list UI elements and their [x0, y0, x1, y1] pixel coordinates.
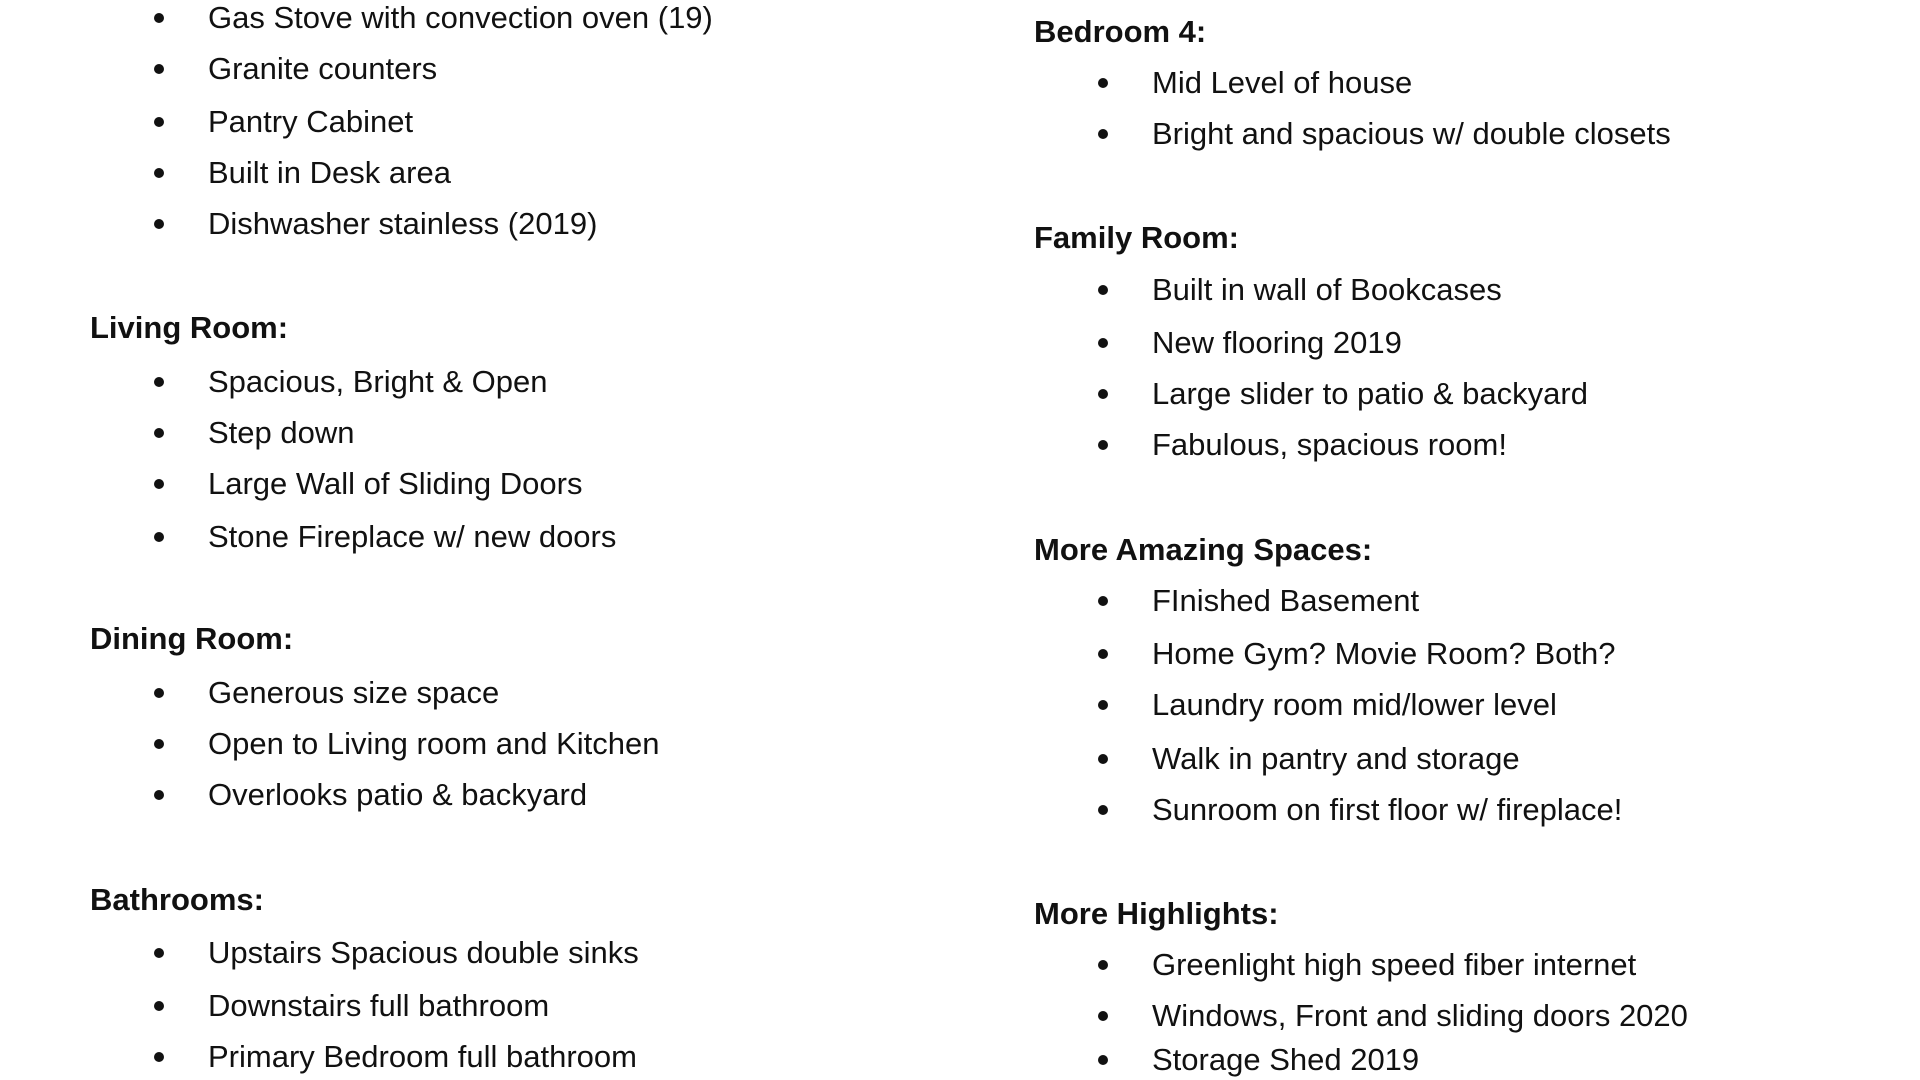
list-item-text: Mid Level of house: [1152, 65, 1413, 100]
bullet-icon: [1098, 116, 1108, 152]
list-item-text: Downstairs full bathroom: [208, 988, 550, 1023]
bullet-icon: [1098, 583, 1108, 619]
list-item-text: Built in wall of Bookcases: [1152, 272, 1502, 307]
bullet-icon: [1098, 687, 1108, 723]
bullet-icon: [154, 935, 164, 971]
bullet-icon: [1098, 272, 1108, 308]
bullet-icon: [154, 0, 164, 36]
section-heading-bedroom-4: Bedroom 4:: [1034, 14, 1207, 49]
list-item-text: Fabulous, spacious room!: [1152, 427, 1507, 462]
list-item-text: Gas Stove with convection oven (19): [208, 0, 713, 35]
list-item-text: Upstairs Spacious double sinks: [208, 935, 639, 970]
bullet-icon: [154, 155, 164, 191]
list-item-text: Bright and spacious w/ double closets: [1152, 116, 1671, 151]
bullet-icon: [1098, 376, 1108, 412]
bullet-icon: [1098, 998, 1108, 1034]
list-item-text: Step down: [208, 415, 355, 450]
bullet-icon: [154, 51, 164, 87]
bullet-icon: [1098, 792, 1108, 828]
section-heading-family-room: Family Room:: [1034, 220, 1239, 255]
bullet-icon: [154, 675, 164, 711]
list-item-text: Home Gym? Movie Room? Both?: [1152, 636, 1616, 671]
list-item-text: Built in Desk area: [208, 155, 451, 190]
bullet-icon: [1098, 427, 1108, 463]
section-heading-bathrooms: Bathrooms:: [90, 882, 264, 917]
bullet-icon: [154, 726, 164, 762]
bullet-icon: [154, 777, 164, 813]
list-item-text: Generous size space: [208, 675, 500, 710]
bullet-icon: [154, 988, 164, 1024]
bullet-icon: [154, 104, 164, 140]
list-item-text: Laundry room mid/lower level: [1152, 687, 1557, 722]
bullet-icon: [1098, 65, 1108, 101]
list-item-text: Large slider to patio & backyard: [1152, 376, 1588, 411]
bullet-icon: [1098, 1042, 1108, 1078]
bullet-icon: [154, 364, 164, 400]
bullet-icon: [154, 206, 164, 242]
bullet-icon: [154, 519, 164, 555]
list-item-text: Primary Bedroom full bathroom: [208, 1039, 637, 1074]
bullet-icon: [1098, 741, 1108, 777]
list-item-text: Granite counters: [208, 51, 438, 86]
bullet-icon: [154, 415, 164, 451]
list-item-text: Overlooks patio & backyard: [208, 777, 588, 812]
list-item-text: Spacious, Bright & Open: [208, 364, 548, 399]
list-item-text: Dishwasher stainless (2019): [208, 206, 598, 241]
list-item-text: FInished Basement: [1152, 583, 1420, 618]
list-item-text: Stone Fireplace w/ new doors: [208, 519, 617, 554]
list-item-text: Sunroom on first floor w/ fireplace!: [1152, 792, 1623, 827]
list-item-text: Pantry Cabinet: [208, 104, 414, 139]
list-item-text: Walk in pantry and storage: [1152, 741, 1520, 776]
section-heading-living-room: Living Room:: [90, 310, 289, 345]
bullet-icon: [154, 1039, 164, 1075]
list-item-text: Storage Shed 2019: [1152, 1042, 1420, 1077]
list-item-text: Open to Living room and Kitchen: [208, 726, 660, 761]
bullet-icon: [1098, 947, 1108, 983]
list-item-text: Greenlight high speed fiber internet: [1152, 947, 1637, 982]
section-heading-more-highlights: More Highlights:: [1034, 896, 1279, 931]
bullet-icon: [1098, 636, 1108, 672]
list-item-text: New flooring 2019: [1152, 325, 1402, 360]
bullet-icon: [154, 466, 164, 502]
section-heading-dining-room: Dining Room:: [90, 621, 294, 656]
list-item-text: Large Wall of Sliding Doors: [208, 466, 583, 501]
bullet-icon: [1098, 325, 1108, 361]
list-item-text: Windows, Front and sliding doors 2020: [1152, 998, 1688, 1033]
section-heading-more-amazing-spaces: More Amazing Spaces:: [1034, 532, 1373, 567]
